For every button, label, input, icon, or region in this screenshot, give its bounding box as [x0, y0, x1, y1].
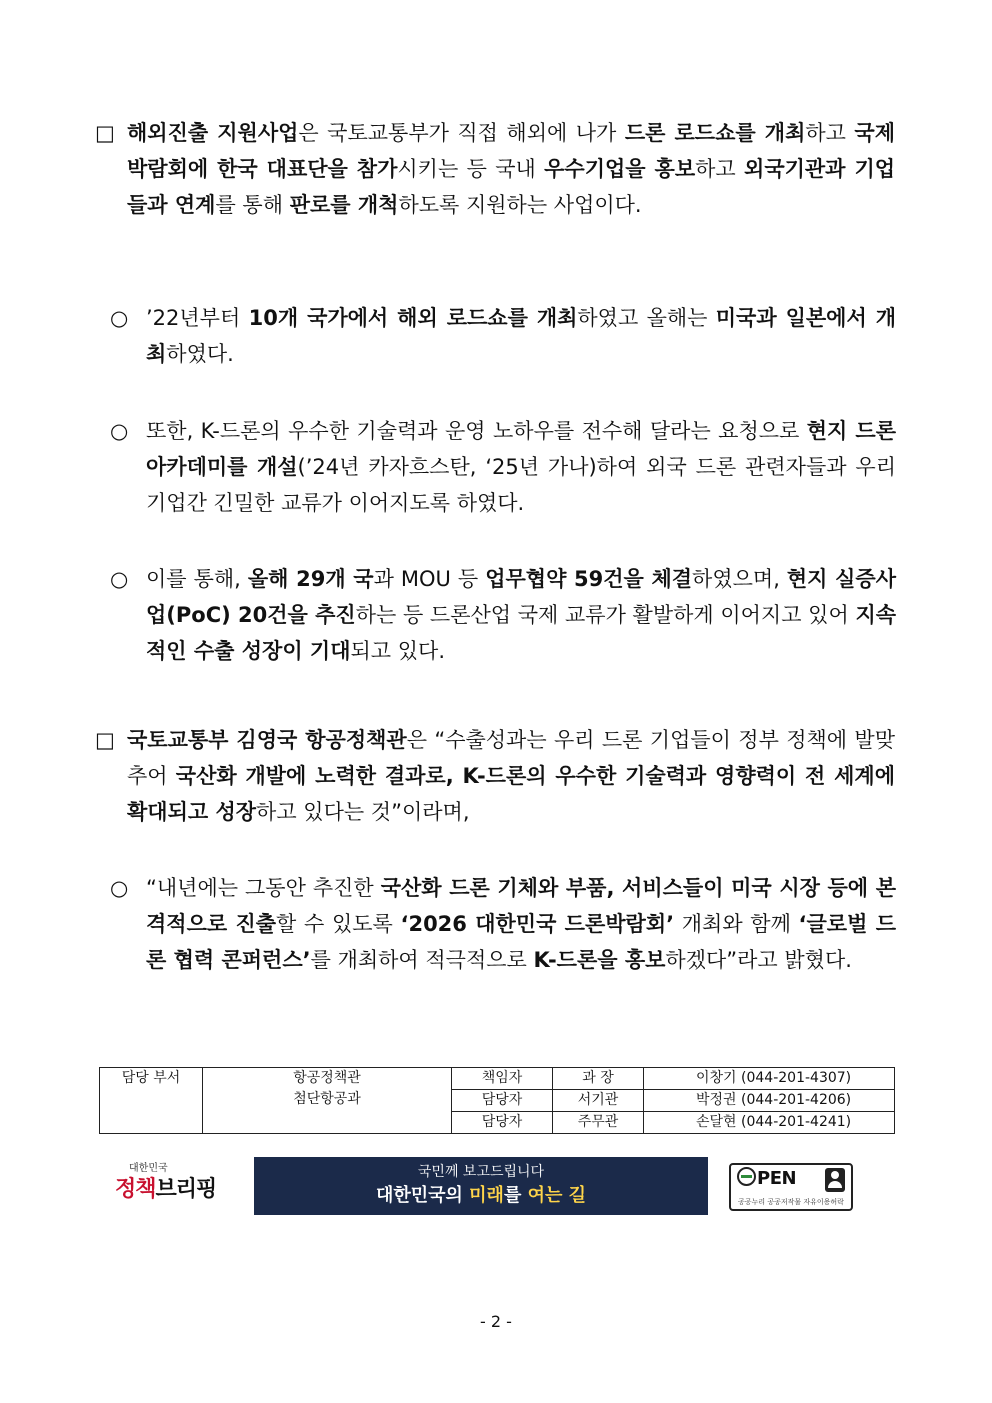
page-number: - 2 -: [480, 1312, 512, 1331]
bold-run: 국토교통부 김영국 항공정책관: [127, 728, 407, 752]
paragraph-text: [146, 870, 896, 978]
paragraph-text: [127, 722, 895, 830]
open-label: [737, 1167, 796, 1189]
position-cell: 서기관: [553, 1090, 644, 1112]
dept-label-cell: 담당 부서: [100, 1068, 203, 1134]
bold-run: 국제 박람회에 한국 대표단을 참가: [127, 121, 895, 181]
open-o-icon: [737, 1167, 756, 1186]
bold-run: 외국기관과 기업들과 연계: [127, 157, 896, 217]
text-run: 할 수 있도록: [276, 912, 401, 936]
bold-run: ‘글로벌 드론 협력 콘퍼런스’: [146, 912, 896, 972]
text-run: “내년에는 그동안 추진한: [146, 876, 381, 900]
text-run: 과 MOU 등: [373, 567, 486, 591]
bold-run: 우수기업을 홍보: [544, 157, 696, 181]
bold-run: 해외진출 지원사업: [127, 121, 299, 145]
dept-value-cell: [203, 1068, 452, 1134]
banner-line-2: [254, 1183, 708, 1209]
square-bullet: □: [95, 728, 115, 752]
attribution-person-icon: [825, 1168, 845, 1192]
person-cell: 이창기 (044-201-4307): [644, 1068, 895, 1090]
role-cell: 담당자: [452, 1090, 553, 1112]
paragraph-next-year-plan: [110, 870, 896, 978]
open-label-text: PEN: [757, 1168, 797, 1189]
text-run: 개최와 함께: [674, 912, 799, 936]
bold-run: 업무협약 59건을 체결: [485, 567, 693, 591]
table-row: [100, 1068, 895, 1090]
circle-bullet: ○: [110, 567, 129, 591]
text-run: 또한, K-드론의 우수한 기술력과 운영 노하우를 전수해 달라는 요청으로: [146, 419, 807, 443]
role-cell: 책임자: [452, 1068, 553, 1090]
report-banner: [254, 1157, 708, 1215]
text-run: 시키는 등 국내: [397, 157, 545, 181]
text-run: 를 개최하여 적극적으로: [310, 948, 534, 972]
text-run: (’24년 카자흐스탄, ‘25년 가나)하여 외국 드론 관련자들과 우리 기업간 긴밀한 교류가 이어지도록 하였다.: [146, 455, 897, 515]
paragraph-text: [146, 300, 896, 372]
contact-table: [99, 1067, 895, 1134]
bold-run: 현지 실증사업(PoC) 20건을 추진: [146, 567, 896, 627]
text-run: 하였다.: [166, 342, 234, 366]
circle-bullet: ○: [110, 876, 129, 900]
bold-run: 판로를 개척: [289, 193, 399, 217]
text-run: 하였고 올해는: [577, 306, 716, 330]
bold-run: 지속적인 수출 성장이 기대: [146, 603, 897, 663]
text-run: 하는 등 드론산업 국제 교류가 활발하게 이어지고 있어: [355, 603, 856, 627]
bold-run: 올해 29개 국: [247, 567, 374, 591]
bold-run: ‘2026 대한민국 드론박람회’: [400, 912, 675, 936]
dept-line-1: 항공정책관: [293, 1070, 361, 1086]
text-run: 하고: [695, 157, 745, 181]
paragraph-text: [146, 561, 896, 669]
banner-line-1: 국민께 보고드립니다: [417, 1164, 545, 1180]
banner-text-d: 여는 길: [527, 1185, 587, 1206]
text-run: 은 국토교통부가 직접 해외에 나가: [298, 121, 625, 145]
person-cell: 손달현 (044-201-4241): [644, 1112, 895, 1134]
bold-run: K-드론을 홍보: [533, 948, 666, 972]
paragraph-roadshow: [110, 300, 896, 372]
circle-bullet: ○: [110, 419, 129, 443]
text-run: 하였으며,: [692, 567, 787, 591]
role-cell: 담당자: [452, 1112, 553, 1134]
text-run: 하겠다”라고 밝혔다.: [665, 948, 852, 972]
banner-text-c: 를: [503, 1185, 528, 1206]
text-run: 하도록 지원하는 사업이다.: [398, 193, 642, 217]
dept-line-2: 첨단항공과: [293, 1091, 361, 1107]
policy-briefing-logo: [115, 1163, 230, 1213]
square-bullet: □: [95, 121, 115, 145]
logo-main-text: [115, 1175, 230, 1205]
bold-run: 미국과 일본에서 개최: [146, 306, 896, 366]
circle-bullet: ○: [110, 306, 129, 330]
text-run: 되고 있다.: [350, 639, 446, 663]
person-cell: 박정권 (044-201-4206): [644, 1090, 895, 1112]
open-sub-text: 공공누리 공공저작물 자유이용허락: [738, 1198, 844, 1206]
text-run: 하고 있다는 것”이라며,: [256, 800, 470, 824]
logo-red-text: 정책: [115, 1177, 156, 1202]
text-run: 하고: [805, 121, 855, 145]
text-run: ’22년부터: [146, 306, 249, 330]
paragraph-text: [146, 413, 896, 521]
paragraph-official-quote: [95, 722, 895, 830]
text-run: 이를 통해,: [146, 567, 248, 591]
text-run: 를 통해: [215, 193, 290, 217]
position-cell: 과 장: [553, 1068, 644, 1090]
text-run: 은 “수출성과는 우리 드론 기업들이 정부 정책에 발맞추어: [127, 728, 895, 788]
banner-text-a: 대한민국의: [375, 1185, 470, 1206]
position-cell: 주무관: [553, 1112, 644, 1134]
bold-run: 국산화 드론 기체와 부품, 서비스들이 미국 시장 등에 본격적으로 진출: [146, 876, 896, 936]
logo-black-text: 브리핑: [155, 1177, 217, 1202]
paragraph-agreements: [110, 561, 896, 669]
bold-run: 10개 국가에서 해외 로드쇼를 개최: [248, 306, 578, 330]
banner-text-b: 미래: [469, 1185, 504, 1206]
bold-run: 현지 드론 아카데미를 개설: [146, 419, 896, 479]
paragraph-academy: [110, 413, 896, 521]
bold-run: 드론 로드쇼를 개최: [624, 121, 806, 145]
paragraph-overseas-support: [95, 115, 895, 223]
kogl-open-badge: [729, 1163, 853, 1211]
paragraph-text: [127, 115, 895, 223]
bold-run: 국산화 개발에 노력한 결과로, K-드론의 우수한 기술력과 영향력이 전 세계에 확대되고 성장: [127, 764, 895, 824]
logo-small-text: 대한민국: [129, 1163, 168, 1174]
